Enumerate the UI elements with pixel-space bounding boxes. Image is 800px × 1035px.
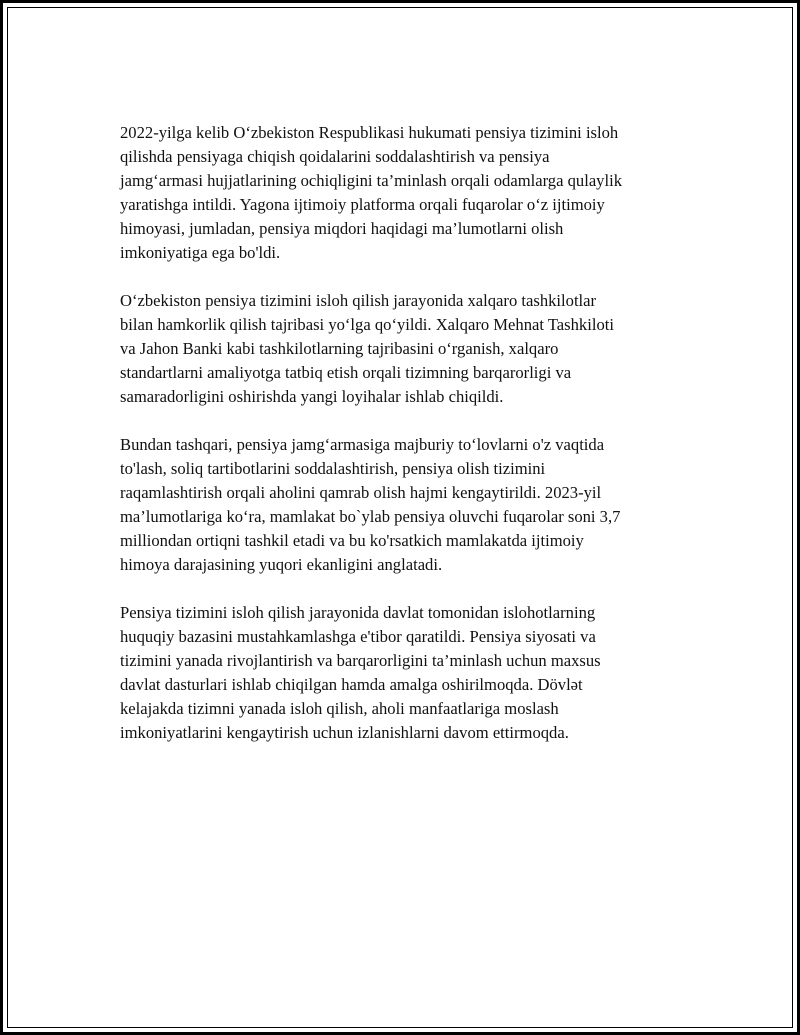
paragraph-1: 2022-yilga kelib O‘zbekiston Respublikasi hukumati pensiya tizimini isloh qilishda pensiyaga chiqish qoidalarini soddalashtirish va pensiya jamg‘armasi hujjatlarining ochiqligini ta’minlash orqali odamlarga qulaylik yaratishga intildi. Yagona ijtimoiy platforma orqali fuqarolar o‘z ijtimoiy himoyasi, jumladan, pensiya miqdori haqidagi ma’lumotlarni olish imkoniyatiga ega bo'ldi. — [120, 123, 622, 262]
paragraph-2: O‘zbekiston pensiya tizimini isloh qilish jarayonida xalqaro tashkilotlar bilan hamkorlik qilish tajribasi yo‘lga qo‘yildi. Xalqaro Mehnat Tashkiloti va Jahon Banki kabi tashkilotlarning tajribasini o‘rganish, xalqaro standartlarni amaliyotga tatbiq etish orqali tizimning barqarorligi va samaradorligini oshirishda yangi loyihalar ishlab chiqildi. — [120, 291, 614, 406]
paragraph-4: Pensiya tizimini isloh qilish jarayonida davlat tomonidan islohotlarning huquqiy bazasini mustahkamlashga e'tibor qaratildi. Pensiya siyosati va tizimini yanada rivojlantirish va barqarorligini ta’minlash uchun maxsus davlat dasturlari ishlab chiqilgan hamda amalga oshirilmoqda. Dövlət kelajakda tizimni yanada isloh qilish, aholi manfaatlariga moslash imkoniyatlarini kengaytirish uchun izlanishlarni davom ettirmoqda. — [120, 603, 601, 742]
paragraph-3: Bundan tashqari, pensiya jamg‘armasiga majburiy to‘lovlarni o'z vaqtida to'lash, soliq tartibotlarini soddalashtirish, pensiya olish tizimini raqamlashtirish orqali aholini qamrab olish hajmi kengaytirildi. 2023-yil ma’lumotlariga ko‘ra, mamlakat bo`ylab pensiya oluvchi fuqarolar soni 3,7 milliondan ortiqni tashkil etadi va bu ko'rsatkich mamlakatda ijtimoiy himoya darajasining yuqori ekanligini anglatadi. — [120, 435, 621, 574]
document-body — [120, 121, 700, 769]
